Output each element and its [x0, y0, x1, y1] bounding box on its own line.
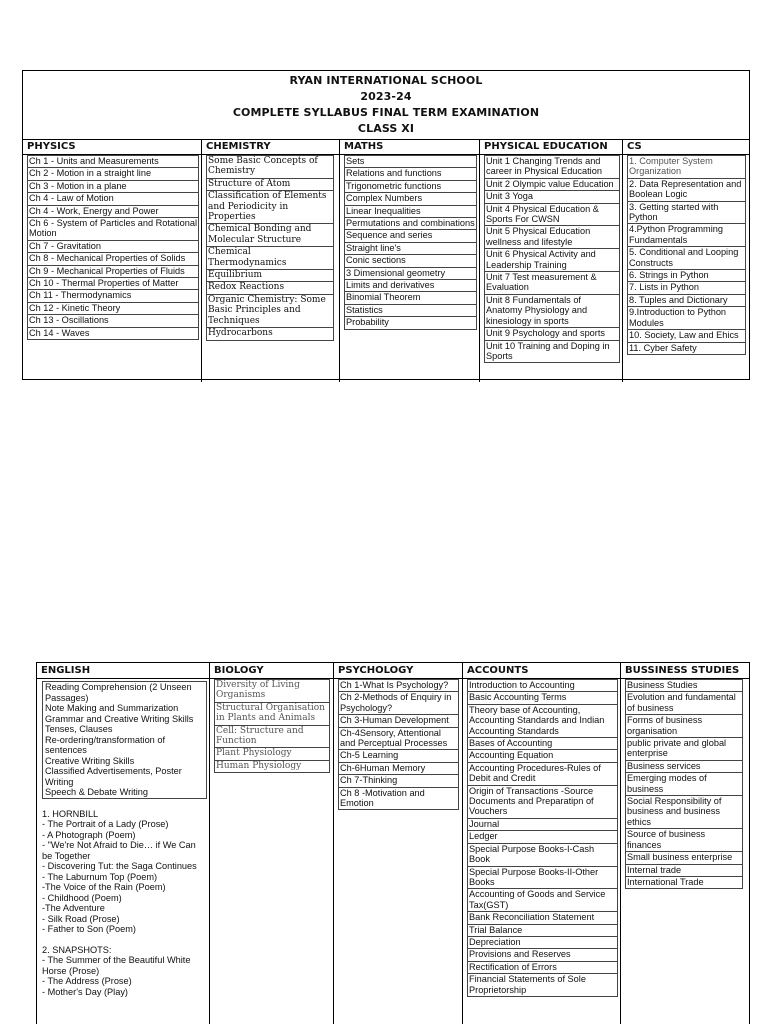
column-title: CHEMISTRY: [202, 140, 339, 155]
column-cs: [623, 140, 749, 382]
list-item: Ch-5 Learning: [338, 750, 459, 762]
snapshots-title: 2. SNAPSHOTS:: [42, 944, 112, 955]
psychology-list: [338, 679, 459, 810]
list-item: -The Voice of the Rain (Poem): [42, 882, 166, 892]
list-item: Conic sections: [344, 255, 477, 267]
column-psychology: [334, 663, 463, 1024]
list-item: Trial Balance: [467, 925, 618, 937]
list-item: 10. Society, Law and Ehics: [627, 330, 746, 342]
list-item: Classified Advertisements, Poster Writing: [45, 766, 182, 787]
list-item: Unit 3 Yoga: [484, 191, 620, 203]
list-item: Speech & Debate Writing: [45, 787, 148, 797]
list-item: - "We're Not Afraid to Die… if We Can be Together: [42, 840, 196, 861]
list-item: Linear Inequalities: [344, 206, 477, 218]
list-item: Theory base of Accounting, Accounting Standards and Indian Accounting Standards: [467, 705, 618, 738]
list-item: Probability: [344, 317, 477, 329]
column-physics: [23, 140, 202, 382]
snapshots-list: [42, 955, 207, 997]
list-item: Organic Chemistry: Some Basic Principles and Techniques: [206, 295, 334, 328]
list-item: Structure of Atom: [206, 179, 334, 191]
list-item: Creative Writing Skills: [45, 755, 135, 766]
academic-year: 2023-24: [360, 90, 412, 103]
list-item: Re-ordering/transformation of sentences: [45, 734, 166, 755]
list-item: - Father to Son (Poem): [42, 924, 136, 934]
list-item: Ch 10 - Thermal Properties of Matter: [27, 278, 199, 290]
list-item: 9.Introduction to Python Modules: [627, 307, 746, 330]
list-item: 7. Lists in Python: [627, 282, 746, 294]
list-item: Classification of Elements and Periodicity in Properties: [206, 191, 334, 224]
list-item: Ch-4Sensory, Attentional and Perceptual Processes: [338, 728, 459, 751]
list-item: Special Purpose Books-II-Other Books: [467, 867, 618, 890]
list-item: 11. Cyber Safety: [627, 343, 746, 355]
list-item: Sequence and series: [344, 230, 477, 242]
list-item: Ch 7-Thinking: [338, 775, 459, 787]
list-item: Chemical Thermodynamics: [206, 247, 334, 270]
list-item: Origin of Transactions -Source Documents and Preparatipn of Vouchers: [467, 786, 618, 819]
syllabus-table-bottom: [36, 662, 750, 1024]
list-item: Provisions and Reserves: [467, 949, 618, 961]
list-item: Evolution and fundamental of business: [625, 692, 743, 715]
list-item: Chemical Bonding and Molecular Structure: [206, 224, 334, 247]
list-item: Unit 2 Olympic value Education: [484, 179, 620, 191]
school-name: RYAN INTERNATIONAL SCHOOL: [289, 74, 483, 87]
list-item: - Silk Road (Prose): [42, 913, 120, 924]
list-item: Cell: Structure and Function: [214, 726, 330, 749]
list-item: Business services: [625, 761, 743, 773]
list-item: Unit 4 Physical Education & Sports For CWSN: [484, 204, 620, 227]
column-title: BIOLOGY: [210, 663, 333, 679]
list-item: Ch 4 - Law of Motion: [27, 193, 199, 205]
list-item: Redox Reactions: [206, 282, 334, 294]
list-item: Unit 8 Fundamentals of Anatomy Physiology and kinesiology in sports: [484, 295, 620, 328]
list-item: 5. Conditional and Looping Constructs: [627, 247, 746, 270]
list-item: Small business enterprise: [625, 852, 743, 864]
list-item: Source of business finances: [625, 829, 743, 852]
list-item: Permutations and combinations: [344, 218, 477, 230]
list-item: 2. Data Representation and Boolean Logic: [627, 179, 746, 202]
document-header: [23, 71, 749, 139]
list-item: Accounting Equation: [467, 750, 618, 762]
list-item: Ch 14 - Waves: [27, 328, 199, 340]
subject-columns-top: [23, 139, 749, 382]
list-item: Social Responsibility of business and business ethics: [625, 796, 743, 829]
column-physical-education: [480, 140, 623, 382]
list-item: Ch 2-Methods of Enquiry in Psychology?: [338, 692, 459, 715]
biology-list: [214, 679, 330, 773]
list-item: Business Studies: [625, 679, 743, 692]
list-item: Forms of business organisation: [625, 715, 743, 738]
list-item: Rectification of Errors: [467, 962, 618, 974]
list-item: Some Basic Concepts of Chemistry: [206, 155, 334, 179]
column-maths: [340, 140, 480, 382]
list-item: - Childhood (Poem): [42, 892, 122, 903]
column-title: BUSSINESS STUDIES: [621, 663, 749, 679]
list-item: Binomial Theorem: [344, 292, 477, 304]
list-item: 1. Computer System Organization: [627, 155, 746, 179]
list-item: - The Summer of the Beautiful White Horse (Prose): [42, 955, 191, 976]
column-biology: [210, 663, 334, 1024]
list-item: Relations and functions: [344, 168, 477, 180]
list-item: Ch 4 - Work, Energy and Power: [27, 206, 199, 218]
chemistry-list: [206, 155, 334, 341]
list-item: Ch 9 - Mechanical Properties of Fluids: [27, 266, 199, 278]
list-item: - A Photograph (Poem): [42, 829, 136, 840]
list-item: Structural Organisation in Plants and Animals: [214, 703, 330, 726]
list-item: Straight line's: [344, 243, 477, 255]
list-item: Ch 3-Human Development: [338, 715, 459, 727]
list-item: Unit 9 Psychology and sports: [484, 328, 620, 340]
class-label: CLASS XI: [357, 122, 415, 135]
list-item: Depreciation: [467, 937, 618, 949]
hornbill-list: [42, 819, 207, 935]
list-item: Ch 11 - Thermodynamics: [27, 290, 199, 302]
column-business-studies: [621, 663, 749, 1024]
list-item: 3. Getting started with Python: [627, 202, 746, 225]
list-item: Complex Numbers: [344, 193, 477, 205]
list-item: Internal trade: [625, 865, 743, 877]
list-item: Human Physiology: [214, 761, 330, 773]
list-item: 6. Strings in Python: [627, 270, 746, 282]
list-item: Unit 7 Test measurement & Evaluation: [484, 272, 620, 295]
maths-list: [344, 155, 477, 330]
list-item: public private and global enterprise: [625, 738, 743, 761]
list-item: Basic Accounting Terms: [467, 692, 618, 704]
list-item: Ch 12 - Kinetic Theory: [27, 303, 199, 315]
list-item: 3 Dimensional geometry: [344, 268, 477, 280]
list-item: International Trade: [625, 877, 743, 889]
list-item: Journal: [467, 819, 618, 831]
list-item: Special Purpose Books-I-Cash Book: [467, 844, 618, 867]
list-item: Diversity of Living Organisms: [214, 679, 330, 703]
accounts-list: [467, 679, 618, 997]
list-item: 8. Tuples and Dictionary: [627, 295, 746, 307]
list-item: Tenses, Clauses: [45, 724, 113, 734]
list-item: Accounting Procedures-Rules of Debit and Credit: [467, 763, 618, 786]
list-item: Statistics: [344, 305, 477, 317]
list-item: - The Address (Prose): [42, 976, 132, 986]
column-title: MATHS: [340, 140, 479, 155]
list-item: Ch 8 - Mechanical Properties of Solids: [27, 253, 199, 265]
list-item: Accounting of Goods and Service Tax(GST): [467, 889, 618, 912]
list-item: - Mother's Day (Play): [42, 986, 128, 997]
list-item: Note Making and Summarization: [45, 703, 179, 713]
column-chemistry: [202, 140, 340, 382]
list-item: -The Adventure: [42, 903, 105, 913]
list-item: Ledger: [467, 831, 618, 843]
business-studies-list: [625, 679, 743, 889]
list-item: Sets: [344, 155, 477, 168]
list-item: Ch 13 - Oscillations: [27, 315, 199, 327]
list-item: - The Portrait of a Lady (Prose): [42, 819, 169, 829]
list-item: Unit 6 Physical Activity and Leadership Training: [484, 249, 620, 272]
syllabus-table-top: [22, 70, 750, 380]
physics-list: [27, 155, 199, 340]
list-item: - Discovering Tut: the Saga Continues: [42, 861, 197, 871]
list-item: Ch 3 - Motion in a plane: [27, 181, 199, 193]
list-item: Ch 1 - Units and Measurements: [27, 155, 199, 168]
list-item: Emerging modes of business: [625, 773, 743, 796]
list-item: Ch 2 - Motion in a straight line: [27, 168, 199, 180]
hornbill-title: 1. HORNBILL: [42, 808, 99, 819]
english-content: [37, 679, 209, 997]
list-item: Ch 7 - Gravitation: [27, 241, 199, 253]
list-item: Trigonometric functions: [344, 181, 477, 193]
list-item: Reading Comprehension (2 Unseen Passages): [45, 682, 192, 703]
column-title: PSYCHOLOGY: [334, 663, 462, 679]
column-title: PHYSICAL EDUCATION: [480, 140, 622, 155]
list-item: Hydrocarbons: [206, 328, 334, 340]
list-item: Unit 5 Physical Education wellness and lifestyle: [484, 226, 620, 249]
cs-list: [627, 155, 746, 355]
list-item: Ch-6Human Memory: [338, 763, 459, 775]
column-accounts: [463, 663, 621, 1024]
column-english: [37, 663, 210, 1024]
list-item: Unit 1 Changing Trends and career in Physical Education: [484, 155, 620, 179]
list-item: Ch 8 -Motivation and Emotion: [338, 788, 459, 811]
list-item: Ch 6 - System of Particles and Rotational Motion: [27, 218, 199, 241]
english-skills-box: [42, 681, 207, 799]
list-item: Financial Statements of Sole Proprietorship: [467, 974, 618, 997]
list-item: Equilibrium: [206, 270, 334, 282]
list-item: Bases of Accounting: [467, 738, 618, 750]
physical-education-list: [484, 155, 620, 363]
exam-title: COMPLETE SYLLABUS FINAL TERM EXAMINATION: [232, 106, 540, 119]
list-item: - The Laburnum Top (Poem): [42, 871, 158, 882]
list-item: Bank Reconciliation Statement: [467, 912, 618, 924]
list-item: Plant Physiology: [214, 748, 330, 760]
list-item: 4.Python Programming Fundamentals: [627, 224, 746, 247]
list-item: Ch 1-What Is Psychology?: [338, 679, 459, 692]
column-title: ACCOUNTS: [463, 663, 620, 679]
list-item: Unit 10 Training and Doping in Sports: [484, 341, 620, 364]
list-item: Limits and derivatives: [344, 280, 477, 292]
list-item: Grammar and Creative Writing Skills: [45, 713, 194, 724]
column-title: PHYSICS: [23, 140, 201, 155]
column-title: ENGLISH: [37, 663, 209, 679]
column-title: CS: [623, 140, 749, 155]
list-item: Introduction to Accounting: [467, 679, 618, 692]
